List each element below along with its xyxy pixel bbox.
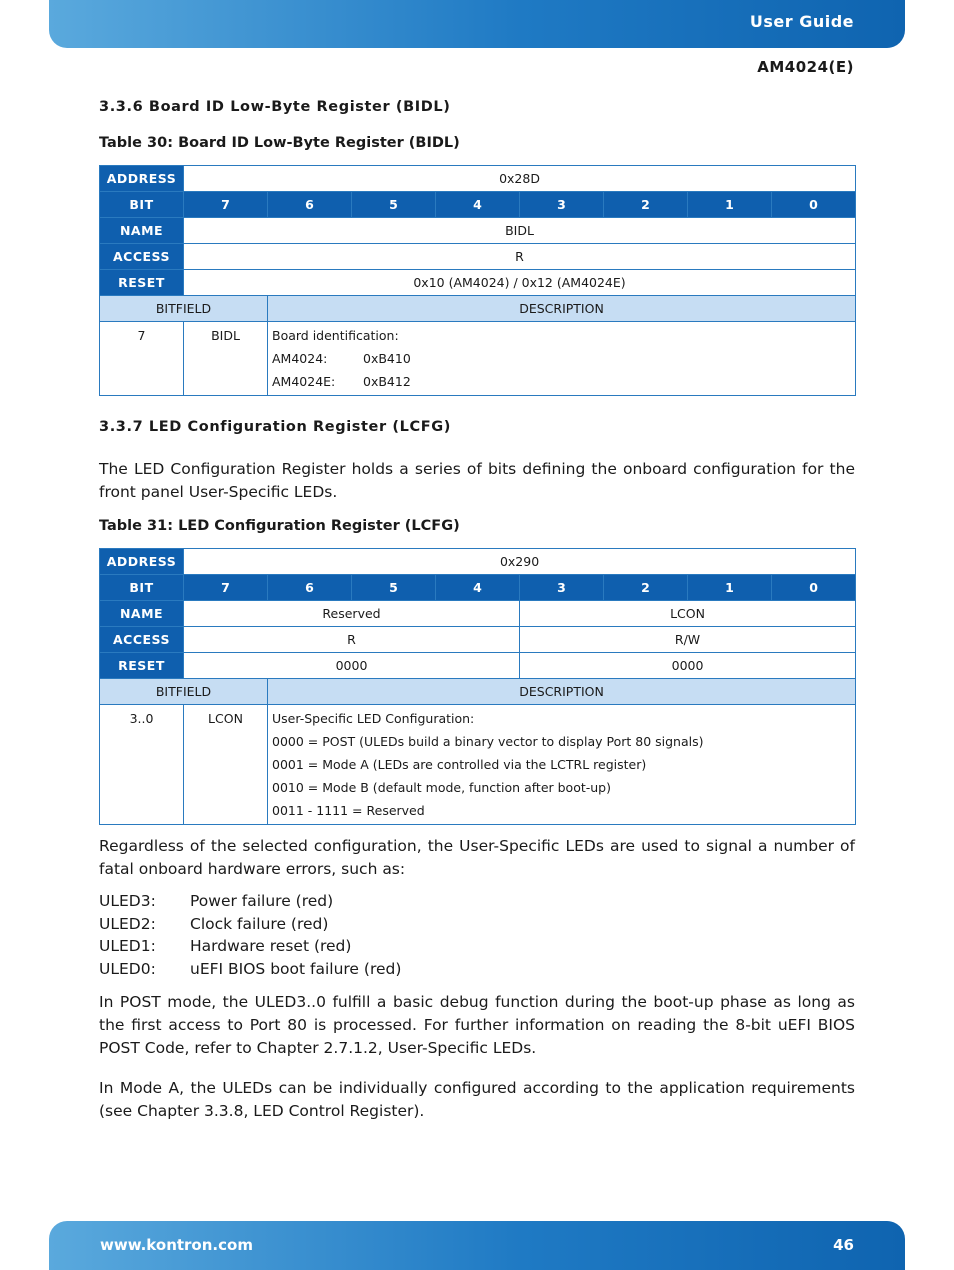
bitfield-name: BIDL: [184, 322, 268, 396]
list-item: ULED2: Clock failure (red): [99, 914, 329, 933]
bitfield-bits: 3..0: [100, 705, 184, 825]
address-value: 0x28D: [184, 166, 856, 192]
access-value: R: [184, 244, 856, 270]
lcfg-intro: The LED Configuration Register holds a series of bits defining the onboard configuration for the front panel User-Specific LEDs.: [99, 460, 855, 501]
bit-4: 4: [436, 575, 520, 601]
table-caption-lcfg: Table 31: LED Configuration Register (LCFG): [99, 518, 460, 534]
description-line: AM4024E: 0xB412: [272, 374, 411, 389]
bit-5: 5: [352, 192, 436, 218]
bit-5: 5: [352, 575, 436, 601]
access-value-low: R/W: [520, 627, 856, 653]
led-list: [99, 890, 401, 981]
header-title: User Guide: [749, 12, 854, 31]
page-number: 46: [833, 1236, 854, 1254]
description-line: 0001 = Mode A (LEDs are controlled via the LCTRL register): [272, 757, 647, 772]
table-caption-bidl: Table 30: Board ID Low-Byte Register (BIDL): [99, 135, 460, 151]
bit-2: 2: [604, 575, 688, 601]
reset-value-high: 0000: [184, 653, 520, 679]
bit-6: 6: [268, 192, 352, 218]
section-heading-lcfg: 3.3.7 LED Configuration Register (LCFG): [99, 419, 451, 435]
bit-6: 6: [268, 575, 352, 601]
name-value: BIDL: [184, 218, 856, 244]
address-value: 0x290: [184, 549, 856, 575]
bit-4: 4: [436, 192, 520, 218]
access-label: ACCESS: [100, 627, 184, 653]
reset-value-low: 0000: [520, 653, 856, 679]
bitfield-header: BITFIELD: [100, 296, 268, 322]
bitfield-description: [268, 705, 856, 825]
bit-3: 3: [520, 192, 604, 218]
address-label: ADDRESS: [100, 549, 184, 575]
bit-1: 1: [688, 575, 772, 601]
bitfield-description: [268, 322, 856, 396]
access-label: ACCESS: [100, 244, 184, 270]
description-line: User-Specific LED Configuration:: [272, 711, 475, 726]
description-line: 0010 = Mode B (default mode, function after boot-up): [272, 780, 611, 795]
bitfield-name: LCON: [184, 705, 268, 825]
bit-7: 7: [184, 192, 268, 218]
paragraph-mode-a: In Mode A, the ULEDs can be individually configured according to the application requirements (see Chapter 3.3.8, LED Control Register).: [99, 1079, 855, 1120]
list-item: ULED0: uEFI BIOS boot failure (red): [99, 960, 402, 979]
register-table-lcfg: [99, 548, 856, 825]
bit-0: 0: [772, 575, 856, 601]
paragraph-post-mode: In POST mode, the ULED3..0 fulfill a basic debug function during the boot-up phase as long as the first access to Port 80 is processed. For further information on reading the 8-bit uEFI BIOS POST Code, refer to Chapter 2.7.1.2, User-Specific LEDs.: [99, 993, 855, 1057]
model-name: AM4024(E): [757, 58, 854, 76]
access-value-high: R: [184, 627, 520, 653]
section-heading-bidl: 3.3.6 Board ID Low-Byte Register (BIDL): [99, 99, 451, 115]
list-item: ULED1: Hardware reset (red): [99, 937, 352, 956]
bitfield-header: BITFIELD: [100, 679, 268, 705]
name-label: NAME: [100, 601, 184, 627]
register-table-bidl: [99, 165, 856, 396]
description-header: DESCRIPTION: [268, 296, 856, 322]
bit-0: 0: [772, 192, 856, 218]
bit-2: 2: [604, 192, 688, 218]
description-line: AM4024: 0xB410: [272, 351, 411, 366]
description-line: Board identification:: [272, 328, 399, 343]
bit-3: 3: [520, 575, 604, 601]
bit-label: BIT: [100, 192, 184, 218]
name-value-low: LCON: [520, 601, 856, 627]
address-label: ADDRESS: [100, 166, 184, 192]
reset-label: RESET: [100, 270, 184, 296]
description-header: DESCRIPTION: [268, 679, 856, 705]
bitfield-bits: 7: [100, 322, 184, 396]
bit-1: 1: [688, 192, 772, 218]
footer-url[interactable]: www.kontron.com: [100, 1236, 253, 1254]
bit-7: 7: [184, 575, 268, 601]
name-label: NAME: [100, 218, 184, 244]
description-line: 0011 - 1111 = Reserved: [272, 803, 425, 818]
name-value-high: Reserved: [184, 601, 520, 627]
bit-label: BIT: [100, 575, 184, 601]
description-line: 0000 = POST (ULEDs build a binary vector to display Port 80 signals): [272, 734, 704, 749]
reset-value: 0x10 (AM4024) / 0x12 (AM4024E): [184, 270, 856, 296]
list-item: ULED3: Power failure (red): [99, 892, 334, 910]
paragraph-fatal-errors: Regardless of the selected configuration, the User-Specific LEDs are used to signal a number of fatal onboard hardware errors, such as:: [99, 837, 855, 878]
reset-label: RESET: [100, 653, 184, 679]
